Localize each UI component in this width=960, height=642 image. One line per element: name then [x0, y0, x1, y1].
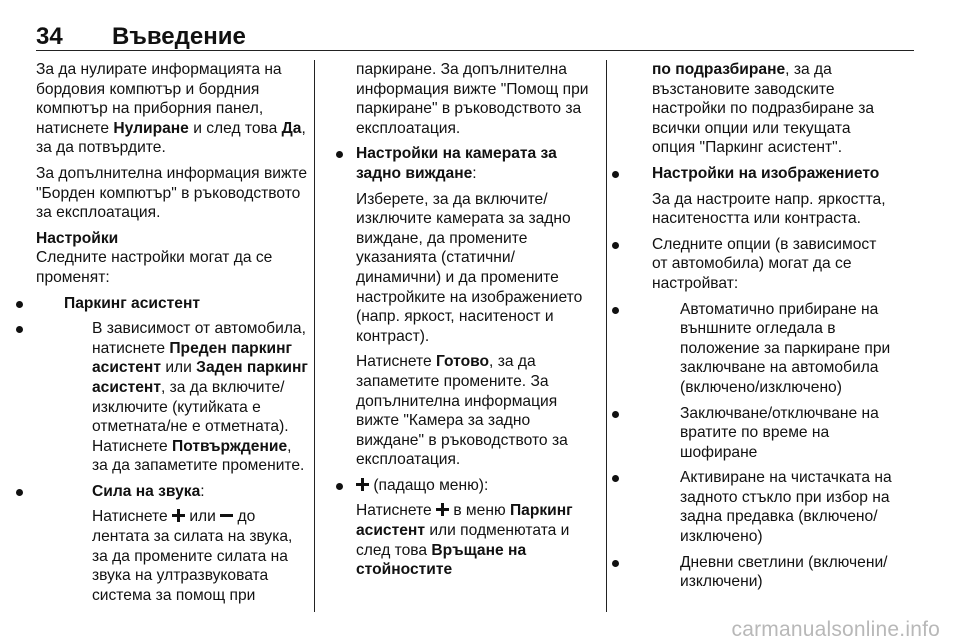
header-rule: [36, 50, 914, 51]
list-item-options: Следните опции (в зависимост от автомобила) могат да се настройват:: [632, 235, 894, 294]
rear-camera-done: Натиснете Готово, за да запаметите промените. За допълнителна информация вижте "Камера за задно виждане" в ръководството за експлоатация.: [356, 353, 568, 469]
column-1: [36, 60, 308, 611]
page-header: [36, 22, 912, 52]
continuation-paragraph: паркиране. За допълнителна информация вижте "Помощ при паркиране" в ръководството за експлоатация.: [356, 61, 589, 137]
list-item-image-settings: Настройки на изображението За да настроите напр. яркостта, наситеността или контраста.: [632, 164, 894, 229]
bullet-icon: [612, 411, 619, 418]
bullet-icon: [16, 489, 23, 496]
bullet-icon: [336, 151, 343, 158]
list-item-parking-assist-detail: В зависимост от автомобила, натиснете Преден паркинг асистент или Заден паркинг асистент, за да включите/изключите (кутийката е отметната/не е отметната). Натиснете Потвърждение, за да запаметите промените.: [36, 319, 308, 476]
bullet-icon: [612, 242, 619, 249]
minus-icon: [220, 509, 233, 522]
list-item-parking-assist: Паркинг асистент: [36, 294, 308, 314]
sub-item-daylights: Дневни светлини (включени/изключени): [632, 553, 894, 592]
chapter-title: Въведение: [112, 23, 246, 50]
column-3: [632, 60, 894, 598]
volume-text: Натиснете или до лентата за силата на звука, за да промените силата на звука на ултразвуковата система за помощ при: [92, 508, 293, 604]
bullet-icon: [612, 307, 619, 314]
settings-intro: Следните настройки могат да се променят:: [36, 249, 273, 286]
sub-item-mirrors: Автоматично прибиране на външните огледала в положение за паркиране при заключване на автомобила (включено/изключено): [632, 300, 894, 398]
info-paragraph: За допълнителна информация вижте "Борден компютър" в ръководството за експлоатация.: [36, 164, 308, 222]
sub-item-locks: Заключване/отключване на вратите по време на шофиране: [632, 404, 894, 463]
plus-icon: [172, 509, 185, 522]
page-number: 34: [36, 23, 63, 50]
bullet-icon: [612, 171, 619, 178]
list-item-rear-camera: Настройки на камерата за задно виждане: Изберете, за да включите/изключите камерата за задно виждане, да промените указанията (статични/динамични) и да промените настройките на изображението (напр. яркост, наситеност и контраст). Натиснете Готово, за да запаметите промените. За допълнителна информация вижте "Камера за задно виждане" в ръководството за експлоатация.: [356, 144, 596, 470]
dropdown-text: Натиснете в меню Паркинг асистент или подменютата и след това Връщане на стойностите: [356, 502, 573, 579]
plus-icon: [356, 478, 369, 491]
column-2: [356, 60, 596, 586]
plus-icon: [436, 503, 449, 516]
bullet-icon: [612, 560, 619, 567]
settings-heading: Настройки: [36, 229, 119, 247]
column-divider-1: [314, 60, 315, 612]
bullet-icon: [336, 483, 343, 490]
reset-paragraph: За да нулирате информацията на бордовия компютър и бордния компютър на приборния панел, натиснете Нулиране и след това Да, за да потвърдите.: [36, 61, 306, 157]
rear-camera-text: Изберете, за да включите/изключите камерата за задно виждане, да промените указанията (статични/динамични) и да промените настройките на изображението (напр. яркост, наситеност и контраст).: [356, 190, 583, 345]
bullet-icon: [16, 301, 23, 308]
column-divider-2: [606, 60, 607, 612]
list-item-volume: Сила на звука: Натиснете или до лентата за силата на звука, за да промените силата на звука на ултразвуковата система за помощ при: [36, 482, 308, 606]
continuation-paragraph-3: по подразбиране, за да възстановите заводските настройки по подразбиране за всички опции или текущата опция "Паркинг асистент".: [652, 61, 875, 157]
image-settings-text: За да настроите напр. яркостта, наситеността или контраста.: [652, 190, 886, 228]
bullet-icon: [612, 475, 619, 482]
sub-item-wiper: Активиране на чистачката на задното стъкло при избор на задна предавка (включено/изключено): [632, 468, 894, 546]
bullet-icon: [16, 326, 23, 333]
watermark: carmanualsonline.info: [731, 618, 940, 641]
list-item-dropdown: (падащо меню): Натиснете в меню Паркинг асистент или подменютата и след това Връщане на стойностите: [356, 476, 596, 580]
